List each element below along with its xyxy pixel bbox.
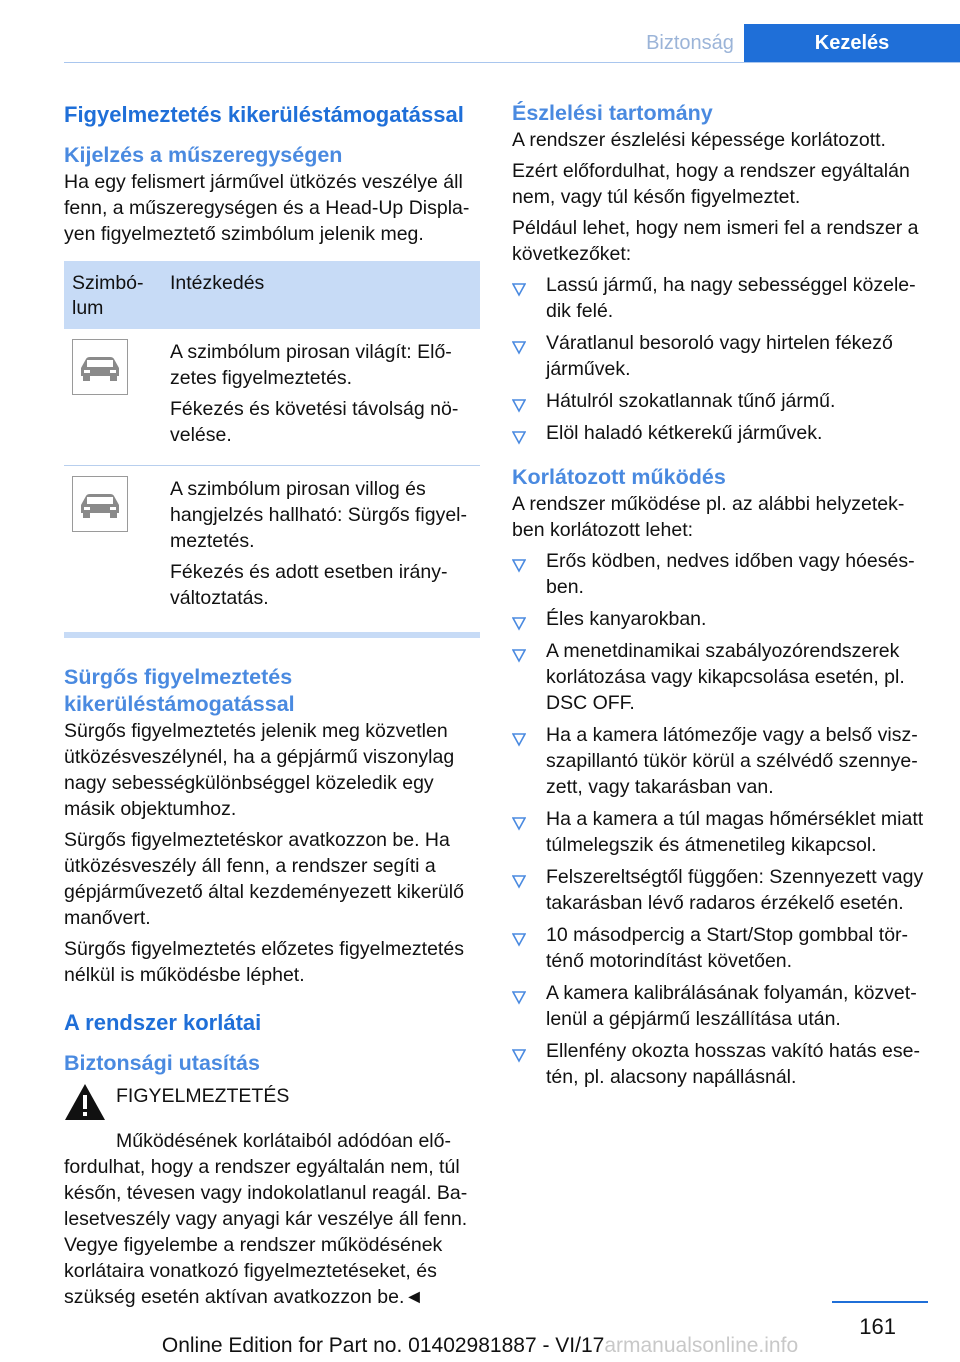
triangle-bullet-icon	[512, 278, 526, 304]
page-number: 161	[859, 1314, 896, 1339]
warning-text: Működésének korlátaiból adódóan előfordulhat, hogy a rendszer egyáltalán nem, túl későn, tévesen vagy indokolatlanul reagál. Balesetveszély vagy anyagi kár veszélye áll fenn. Vegye figyelembe a rendszer működésének korlátaira vonatkozó figyelmeztetéseket, és szükség esetén aktívan avatkozzon be.◄	[64, 1130, 468, 1308]
limited-intro: A rendszer működése pl. az alábbi helyzetekben korlátozott lehet:	[512, 493, 905, 541]
edition-text: Online Edition for Part no. 01402981887 - VI/17	[161, 1334, 605, 1357]
triangle-bullet-icon	[512, 928, 526, 954]
row2-line2: Fékezés és adott esetben irányváltoztatás.	[170, 561, 448, 609]
col-action-header: Intézkedés	[162, 261, 480, 329]
tab-kezeles[interactable]: Kezelés	[744, 24, 960, 62]
right-column	[512, 100, 928, 1098]
warning-label: FIGYELMEZTETÉS	[116, 1085, 290, 1107]
symbol-table	[64, 261, 480, 628]
safety-subtitle: Biztonsági utasítás	[64, 1051, 260, 1075]
urgent-paragraph-3: Sürgős figyelmeztetés előzetes figyelmeztetés nélkül is működésbe léphet.	[64, 938, 464, 986]
detection-paragraph-3: Például lehet, hogy nem ismeri fel a rendszer a következőket:	[512, 217, 919, 265]
display-subtitle: Kijelzés a műszeregységen	[64, 143, 343, 167]
limited-list	[512, 548, 928, 1090]
triangle-bullet-icon	[512, 612, 526, 638]
triangle-bullet-icon	[512, 1044, 526, 1070]
edition-footer	[0, 1334, 960, 1358]
list-item: Ha a kamera a túl magas hőmérséklet miatt túlmelegszik és átmenetileg kikapcsol.	[512, 806, 928, 858]
watermark-text: armanualsonline.info	[604, 1334, 799, 1357]
list-item: Hátulról szokatlannak tűnő jármű.	[512, 388, 928, 414]
list-item: Váratlanul besoroló vagy hirtelen fékező járművek.	[512, 330, 928, 382]
car-warning-icon	[72, 339, 128, 395]
detection-paragraph-2: Ezért előfordulhat, hogy a rendszer egyáltalán nem, vagy túl későn figyelmeztet.	[512, 160, 910, 208]
row2-line1: A szimbólum pirosan villog és hangjelzés hallható: Sürgős figyelmeztetés.	[170, 478, 468, 552]
list-item: Lassú jármű, ha nagy sebességgel közeledik felé.	[512, 272, 928, 324]
list-item: Éles kanyarokban.	[512, 606, 928, 632]
table-row	[64, 329, 480, 466]
warning-block	[64, 1083, 480, 1126]
urgent-title: Sürgős figyelmeztetés kikerüléstámogatással	[64, 665, 295, 716]
left-column	[64, 100, 480, 1315]
car-warning-icon	[72, 476, 128, 532]
urgent-paragraph-2: Sürgős figyelmeztetéskor avatkozzon be. Ha ütközésveszély áll fenn, a rendszer segíti a gépjárművezető által kezdeményezett kikerülő manővert.	[64, 829, 464, 929]
triangle-bullet-icon	[512, 394, 526, 420]
header-tabs	[636, 24, 960, 62]
list-item: A kamera kalibrálásának folyamán, közvetlenül a gépjármű leszállítása után.	[512, 980, 928, 1032]
header-divider	[64, 62, 960, 63]
detection-title: Észlelési tartomány	[512, 101, 713, 125]
display-text: Ha egy felismert járművel ütközés veszélye áll fenn, a műszeregységen és a Head-Up Displayen figyelmeztető szimbólum jelenik meg.	[64, 171, 470, 245]
triangle-bullet-icon	[512, 336, 526, 362]
triangle-bullet-icon	[512, 554, 526, 580]
limited-title: Korlátozott működés	[512, 465, 726, 489]
triangle-bullet-icon	[512, 644, 526, 670]
triangle-bullet-icon	[512, 812, 526, 838]
list-item: Ellenfény okozta hosszas vakító hatás esetén, pl. alacsony napállásnál.	[512, 1038, 928, 1090]
row1-line2: Fékezés és követési távolság növelése.	[170, 398, 459, 446]
warning-triangle-icon	[64, 1083, 116, 1126]
triangle-bullet-icon	[512, 728, 526, 754]
list-item: Felszereltségtől függően: Szennyezett vagy takarásban lévő radaros érzékelő esetén.	[512, 864, 928, 916]
footer-divider	[832, 1301, 928, 1303]
row1-line1: A szimbólum pirosan világít: Előzetes figyelmeztetés.	[170, 341, 452, 389]
list-item: Elöl haladó kétkerekű járművek.	[512, 420, 928, 446]
triangle-bullet-icon	[512, 426, 526, 452]
list-item: Erős ködben, nedves időben vagy hóesésben.	[512, 548, 928, 600]
table-bottom-bar	[64, 632, 480, 638]
col-symbol-header: Szimbólum	[64, 261, 162, 329]
triangle-bullet-icon	[512, 870, 526, 896]
list-item: 10 másodpercig a Start/Stop gombbal történő motorindítást követően.	[512, 922, 928, 974]
urgent-paragraph-1: Sürgős figyelmeztetés jelenik meg közvetlen ütközésveszélynél, ha a gépjármű viszonylag nagy sebességkülönbséggel közeledik egy másik objektumhoz.	[64, 720, 455, 820]
detection-paragraph-1: A rendszer észlelési képessége korlátozott.	[512, 129, 886, 151]
limits-title: A rendszer korlátai	[64, 1010, 262, 1035]
triangle-bullet-icon	[512, 986, 526, 1012]
list-item: A menetdinamikai szabályozórendszerek korlátozása vagy kikapcsolása esetén, pl. DSC OFF.	[512, 638, 928, 716]
symbol-table-header	[64, 261, 480, 329]
table-row	[64, 466, 480, 629]
detection-list	[512, 272, 928, 446]
list-item: Ha a kamera látómezője vagy a belső viszszapillantó tükör körül a szélvédő szennyezett, vagy takarásban van.	[512, 722, 928, 800]
tab-biztonsag[interactable]: Biztonság	[646, 31, 734, 54]
section-title: Figyelmeztetés kikerüléstámogatással	[64, 102, 464, 127]
